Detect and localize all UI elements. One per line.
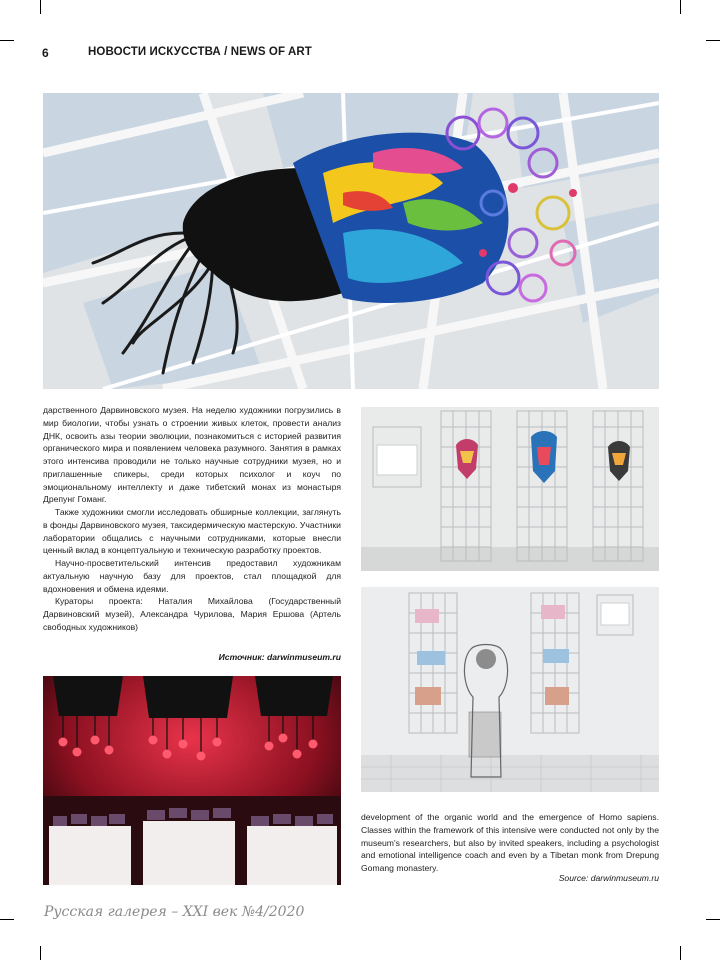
page-header — [42, 46, 680, 62]
page-number: 6 — [42, 46, 49, 60]
wire-sculpture-photo — [361, 587, 659, 792]
crop-mark — [680, 0, 681, 14]
article-text-en: development of the organic world and the emergence of Homo sapiens. Classes within the framework of this intensive were conducted not only by the museum's researchers, but also by invited speakers, including a psychologist and emotional intelligence coach and even by a Tibetan monk from Drepung Gomang monastery. — [361, 812, 659, 873]
article-text-ru — [43, 404, 341, 634]
paragraph: Кураторы проекта: Наталия Михайлова (Государственный Дарвиновский музей), Александра Чурилова, Мария Ершова (Артель свободных художников) — [43, 596, 341, 632]
magazine-footer: Русская галерея – XXI век №4/2020 — [44, 904, 305, 920]
jellyfish-sculpture-photo — [43, 93, 659, 389]
crop-mark — [680, 946, 681, 960]
section-title: НОВОСТИ ИСКУССТВА / NEWS OF ART — [88, 46, 312, 58]
crop-mark — [40, 946, 41, 960]
source-credit-ru: Источник: darwinmuseum.ru — [218, 652, 341, 662]
paragraph: Также художники смогли исследовать обширные коллекции, заглянуть в фонды Дарвиновского музея, таксидермическую мастерскую. Участники лаборатории общались с научными сотрудниками, которые внесли ценный вклад в концептуальную и техническую разработку проектов. — [43, 507, 341, 556]
paragraph: Научно-просветительский интенсив предоставил художникам актуальную научную базу для проектов, стал площадкой для вдохновения и обмена идеями. — [43, 558, 341, 594]
masks-on-grids-photo — [361, 407, 659, 571]
crop-mark — [40, 0, 41, 14]
crop-mark — [0, 40, 14, 41]
source-credit-en: Source: darwinmuseum.ru — [558, 873, 659, 883]
crop-mark — [706, 919, 720, 920]
paragraph: дарственного Дарвиновского музея. На неделю художники погрузились в мир биологии, чтобы узнать о строении живых клеток, провести анализ ДНК, освоить азы теории эволюции, познакомиться с историей развития органического мира и появлением человека разумного. Занятия в рамках этого интенсива проводили не только научные сотрудники музея, но и приглашенные спикеры, среди которых психолог и коуч по эмоциональному интеллекту и даже тибетский монах из монастыря Дрепунг Гоманг. — [43, 405, 341, 505]
red-light-installation-photo — [43, 676, 341, 885]
crop-mark — [706, 40, 720, 41]
crop-mark — [0, 919, 14, 920]
